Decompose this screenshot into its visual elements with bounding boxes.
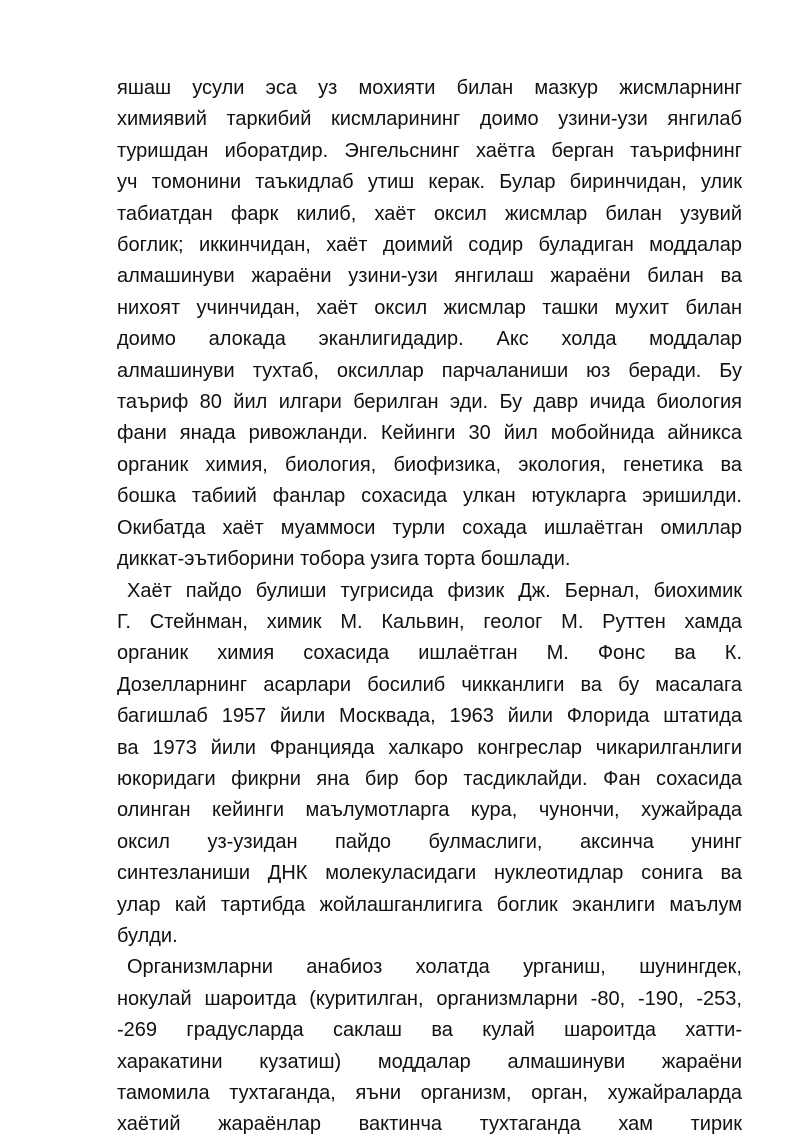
text-line: бошка табиий фанлар сохасида улкан ютукларга эришилди. xyxy=(117,485,742,508)
text-line: булди. xyxy=(117,924,178,947)
text-line: алмашинуви жараёни узини-узи янгилаш жараёни билан ва xyxy=(117,265,742,288)
text-line: алмашинуви тухтаб, оксиллар парчаланиши юз беради. Бу xyxy=(117,359,742,382)
text-line: уч томонини таъкидлаб утиш керак. Булар биринчидан, улик xyxy=(117,171,742,194)
text-line: Дозелларнинг асарлари босилиб чикканлиги ва бу масалага xyxy=(117,673,742,696)
paragraph-2 xyxy=(117,576,742,953)
text-line: нокулай шароитда (куритилган, организмларни -80, -190, -253, xyxy=(117,987,742,1010)
text-line: туришдан иборатдир. Энгельснинг хаётга берган таърифнинг xyxy=(117,139,742,162)
text-line: органик химия сохасида ишлаётган М. Фонс ва К. xyxy=(117,642,742,665)
document-page xyxy=(117,73,742,1141)
text-line: олинган кейинги маълумотларга кура, чунончи, хужайрада xyxy=(117,799,742,822)
text-line: багишлаб 1957 йили Москвада, 1963 йили Флорида штатида xyxy=(117,705,742,728)
paragraph-1 xyxy=(117,73,742,576)
text-line: нихоят учинчидан, хаёт оксил жисмлар ташки мухит билан xyxy=(117,296,742,319)
text-line: синтезланиши ДНК молекуласидаги нуклеотидлар сонига ва xyxy=(117,862,742,885)
text-line: яшаш усули эса уз мохияти билан мазкур жисмларнинг xyxy=(117,77,742,99)
text-line: харакатини кузатиш) моддалар алмашинуви жараёни xyxy=(117,1050,742,1073)
text-line: Организмларни анабиоз холатда урганиш, шунингдек, xyxy=(127,956,742,979)
text-line: юкоридаги фикрни яна бир бор тасдиклайди. Фан сохасида xyxy=(117,767,742,790)
text-line: -269 градусларда саклаш ва кулай шароитда хатти- xyxy=(117,1019,742,1042)
text-line: хаётий жараёнлар вактинча тухтаганда хам тирик xyxy=(117,1113,742,1136)
text-line: ва 1973 йили Францияда халкаро конгреслар чикарилганлиги xyxy=(117,736,742,759)
text-line: фани янада ривожланди. Кейинги 30 йил мобойнида айникса xyxy=(117,422,742,445)
paragraph-3 xyxy=(117,952,742,1140)
text-line: табиатдан фарк килиб, хаёт оксил жисмлар билан узувий xyxy=(117,202,742,225)
text-line: доимо алокада эканлигидадир. Акс холда моддалар xyxy=(117,328,742,351)
text-line: диккат-эътиборини тобора узига торта бошлади. xyxy=(117,548,571,571)
text-line: боглик; иккинчидан, хаёт доимий содир буладиган моддалар xyxy=(117,234,742,257)
text-line: таъриф 80 йил илгари берилган эди. Бу давр ичида биология xyxy=(117,391,742,414)
text-line: Г. Стейнман, химик М. Кальвин, геолог М. Руттен хамда xyxy=(117,610,742,633)
text-line: органик химия, биология, биофизика, экология, генетика ва xyxy=(117,453,742,476)
text-line: химиявий таркибий кисмларининг доимо узини-узи янгилаб xyxy=(117,108,742,131)
text-line: улар кай тартибда жойлашганлигига боглик эканлиги маълум xyxy=(117,893,742,916)
text-line: тамомила тухтаганда, яъни организм, орган, хужайраларда xyxy=(117,1082,742,1104)
text-line: Хаёт пайдо булиши тугрисида физик Дж. Бернал, биохимик xyxy=(127,579,742,602)
text-line: Окибатда хаёт муаммоси турли сохада ишлаётган омиллар xyxy=(117,516,742,539)
text-line: оксил уз-узидан пайдо булмаслиги, аксинча унинг xyxy=(117,830,742,853)
